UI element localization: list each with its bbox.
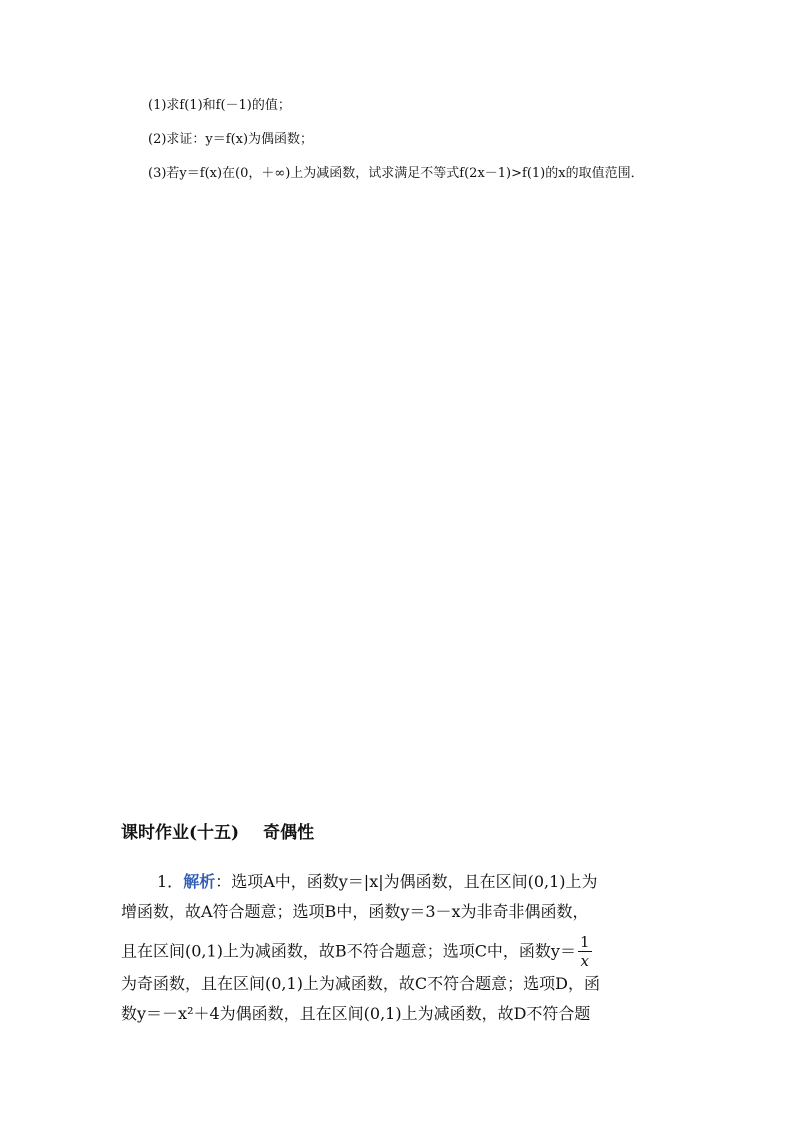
answer-line-1 bbox=[157, 869, 598, 892]
analysis-label: 解析 bbox=[183, 872, 216, 891]
answer-number: 1． bbox=[157, 872, 184, 891]
answer-line-3 bbox=[121, 934, 592, 970]
fraction-numerator: 1 bbox=[579, 933, 590, 951]
answer-line-5: 数y＝－x²＋4为偶函数，且在区间(0,1)上为减函数，故D不符合题 bbox=[121, 1004, 591, 1023]
section-title-sub: 奇偶性 bbox=[263, 823, 315, 843]
fraction-one-over-x bbox=[578, 934, 592, 970]
question-part-3: (3)若y＝f(x)在(0，＋∞)上为减函数，试求满足不等式f(2x－1)>f(1)的x的取值范围． bbox=[148, 166, 644, 181]
section-title bbox=[121, 818, 314, 843]
answer-text-1: ：选项A中，函数y＝|x|为偶函数，且在区间(0,1)上为 bbox=[215, 872, 598, 891]
answer-line-4: 为奇函数，且在区间(0,1)上为减函数，故C不符合题意；选项D，函 bbox=[121, 974, 601, 993]
section-title-main: 课时作业(十五) bbox=[121, 823, 240, 843]
fraction-denominator: x bbox=[580, 952, 589, 970]
question-part-1: (1)求f(1)和f(－1)的值； bbox=[148, 98, 291, 113]
answer-line-2: 增函数，故A符合题意；选项B中，函数y＝3－x为非奇非偶函数， bbox=[121, 902, 589, 921]
answer-text-3: 且在区间(0,1)上为减函数，故B不符合题意；选项C中，函数y＝ bbox=[121, 941, 576, 961]
question-part-2: (2)求证：y＝f(x)为偶函数； bbox=[148, 132, 314, 147]
